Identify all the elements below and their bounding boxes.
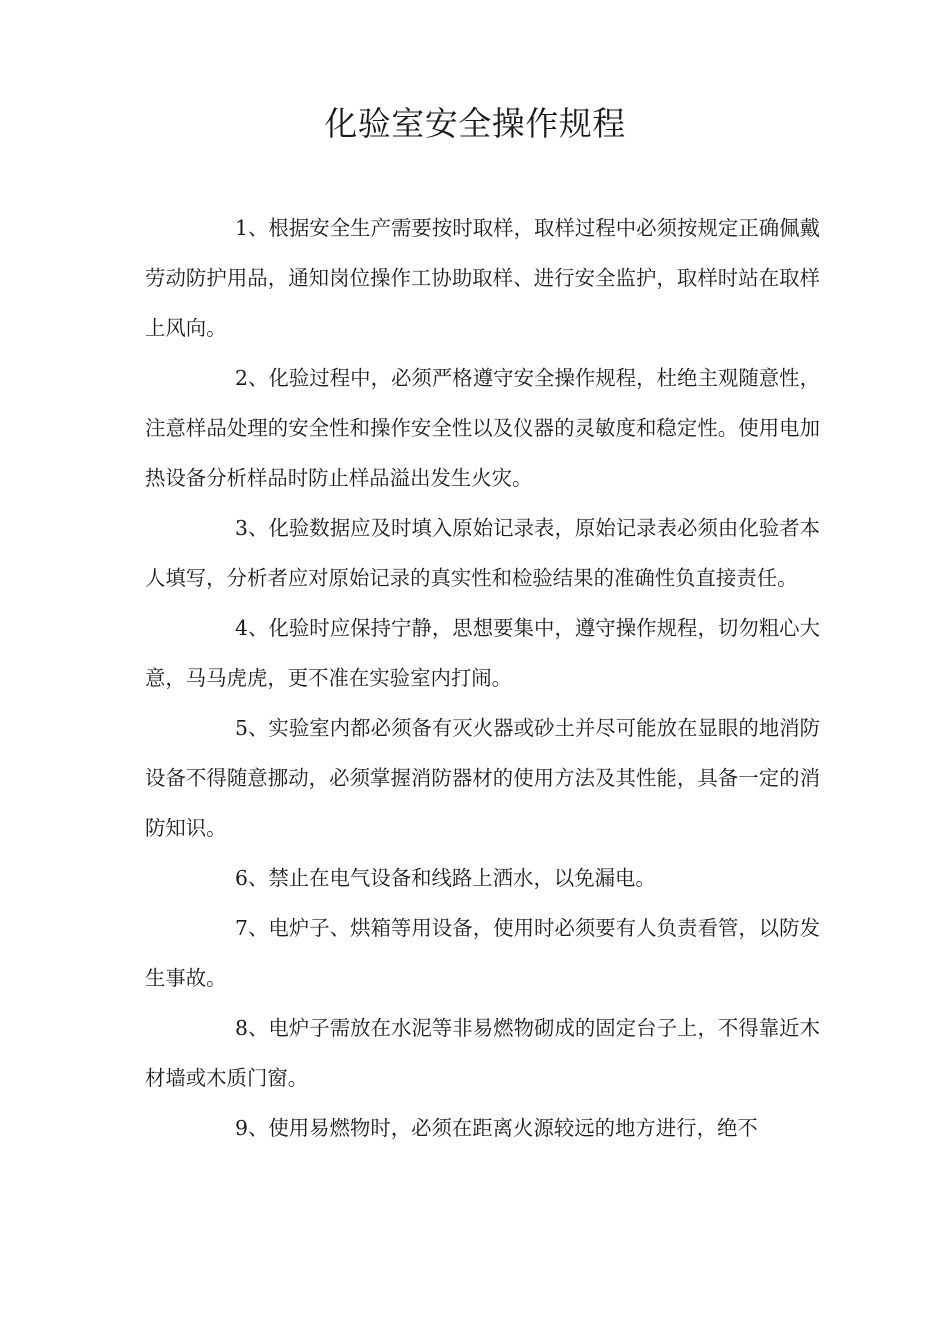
- rule-item-3: [145, 503, 820, 603]
- rule-text: 使用易燃物时，必须在距离火源较远的地方进行，绝不: [268, 1116, 758, 1140]
- rule-item-4: [145, 603, 820, 703]
- document-title: 化验室安全操作规程: [324, 104, 626, 143]
- rule-text: 化验过程中，必须严格遵守安全操作规程，杜绝主观随意性，注意样品处理的安全性和操作安全性以及仪器的灵敏度和稳定性。使用电加热设备分析样品时防止样品溢出发生火灾。: [145, 366, 820, 490]
- rule-text: 电炉子、烘箱等用设备，使用时必须要有人负责看管，以防发生事故。: [145, 916, 820, 990]
- document-body: [145, 203, 820, 1153]
- rule-number: 6、: [235, 866, 269, 890]
- rule-number: 7、: [235, 916, 269, 940]
- rule-item-2: [145, 353, 820, 503]
- rule-number: 5、: [235, 716, 269, 740]
- rule-text: 实验室内都必须备有灭火器或砂土并尽可能放在显眼的地消防设备不得随意挪动，必须掌握消防器材的使用方法及其性能，具备一定的消防知识。: [145, 716, 820, 840]
- rule-item-1: [145, 203, 820, 353]
- rule-number: 9、: [235, 1116, 269, 1140]
- rule-number: 3、: [235, 516, 269, 540]
- rule-number: 2、: [235, 366, 269, 390]
- rule-item-9: [145, 1103, 820, 1153]
- rule-text: 化验时应保持宁静，思想要集中，遵守操作规程，切勿粗心大意，马马虎虎，更不准在实验室内打闹。: [145, 616, 820, 690]
- rule-item-6: [145, 853, 820, 903]
- rule-number: 4、: [235, 616, 269, 640]
- rule-item-5: [145, 703, 820, 853]
- rule-text: 电炉子需放在水泥等非易燃物砌成的固定台子上，不得靠近木材墙或木质门窗。: [145, 1016, 820, 1090]
- rule-text: 化验数据应及时填入原始记录表，原始记录表必须由化验者本人填写，分析者应对原始记录的真实性和检验结果的准确性负直接责任。: [145, 516, 820, 590]
- rule-number: 8、: [235, 1016, 269, 1040]
- rule-text: 禁止在电气设备和线路上洒水，以免漏电。: [268, 866, 656, 890]
- rule-number: 1、: [235, 216, 269, 240]
- rule-text: 根据安全生产需要按时取样，取样过程中必须按规定正确佩戴劳动防护用品，通知岗位操作工协助取样、进行安全监护，取样时站在取样上风向。: [145, 216, 820, 340]
- rule-item-7: [145, 903, 820, 1003]
- rule-item-8: [145, 1003, 820, 1103]
